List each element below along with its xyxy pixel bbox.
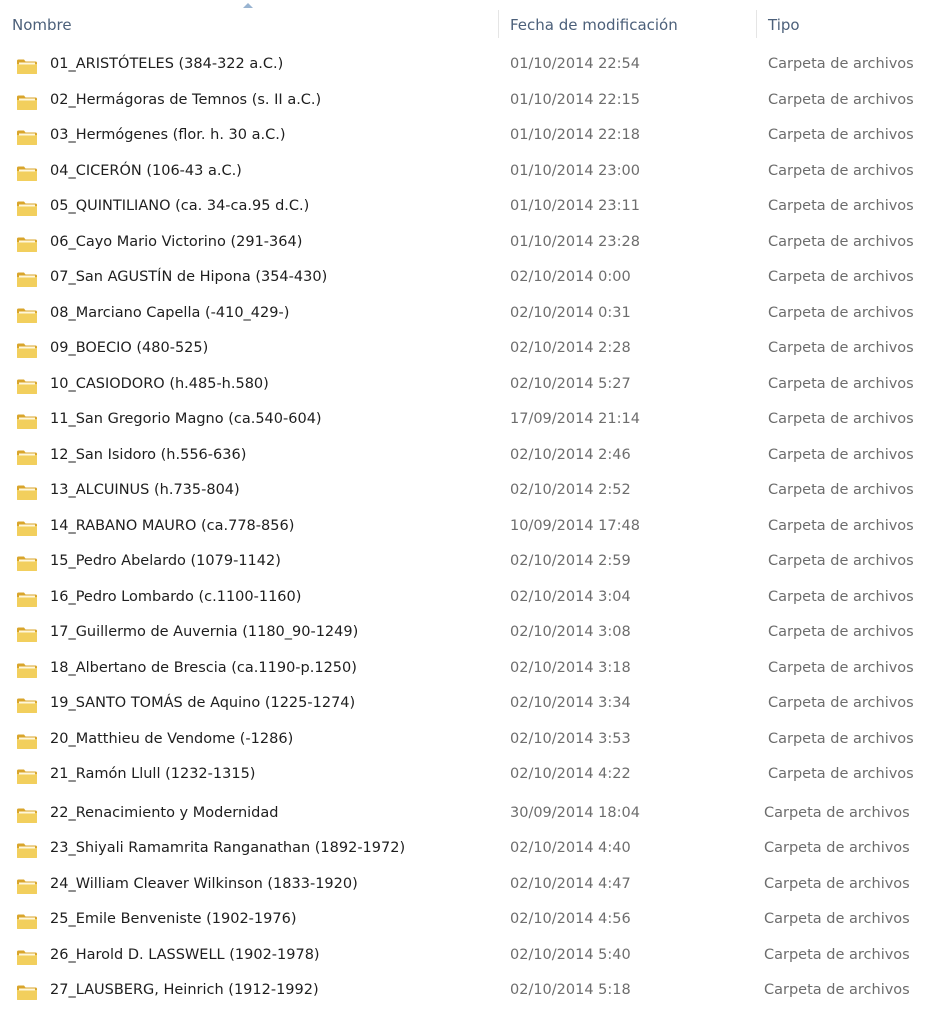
modified-date: 02/10/2014 3:53 [510,730,631,747]
modified-date: 02/10/2014 3:08 [510,624,631,640]
folder-name: 13_ALCUINUS (h.735-804) [50,482,240,498]
folder-row[interactable] [0,616,949,651]
folder-name: 24_William Cleaver Wilkinson (1833-1920) [50,875,358,892]
folder-name: 20_Matthieu de Vendome (-1286) [50,730,294,747]
modified-date: 02/10/2014 2:52 [510,482,631,498]
folder-name: 09_BOECIO (480-525) [50,340,209,356]
folder-row[interactable] [0,190,949,225]
folder-name: 15_Pedro Abelardo (1079-1142) [50,553,281,569]
item-type: Carpeta de archivos [768,340,914,356]
folder-icon [16,94,38,111]
folder-row[interactable] [0,439,949,474]
folder-name: 03_Hermógenes (flor. h. 30 a.C.) [50,127,286,143]
item-type: Carpeta de archivos [768,375,914,392]
folder-icon [16,484,38,501]
folder-name: 08_Marciano Capella (-410_429-) [50,304,290,321]
modified-date: 30/09/2014 18:04 [510,804,640,821]
folder-row[interactable] [0,84,949,119]
item-type: Carpeta de archivos [768,553,914,569]
folder-icon [16,129,38,146]
folder-icon [16,697,38,714]
item-type: Carpeta de archivos [768,91,914,108]
item-type: Carpeta de archivos [768,198,914,214]
modified-date: 02/10/2014 2:59 [510,553,631,569]
folder-row[interactable] [0,868,949,903]
modified-date: 02/10/2014 5:27 [510,375,631,392]
item-type: Carpeta de archivos [768,624,914,640]
folder-row[interactable] [0,581,949,616]
folder-icon [16,200,38,217]
modified-date: 02/10/2014 3:04 [510,588,631,605]
folder-row[interactable] [0,652,949,687]
item-type: Carpeta de archivos [764,875,910,892]
modified-date: 01/10/2014 22:15 [510,91,640,108]
item-type: Carpeta de archivos [768,588,914,605]
folder-icon [16,307,38,324]
folder-icon [16,807,38,824]
folder-icon [16,591,38,608]
folder-row[interactable] [0,119,949,154]
folder-icon [16,271,38,288]
folder-name: 14_RABANO MAURO (ca.778-856) [50,517,295,534]
item-type: Carpeta de archivos [768,269,914,285]
folder-name: 21_Ramón Llull (1232-1315) [50,766,256,782]
modified-date: 02/10/2014 5:18 [510,982,631,998]
item-type: Carpeta de archivos [764,840,910,856]
folder-name: 23_Shiyali Ramamrita Ranganathan (1892-1972) [50,840,406,856]
item-type: Carpeta de archivos [764,911,910,927]
modified-date: 02/10/2014 3:34 [510,695,631,711]
modified-date: 10/09/2014 17:48 [510,517,640,534]
folder-name: 07_San AGUSTÍN de Hipona (354-430) [50,269,328,285]
folder-row[interactable] [0,758,949,793]
item-type: Carpeta de archivos [768,517,914,534]
item-type: Carpeta de archivos [764,946,910,963]
folder-name: 01_ARISTÓTELES (384-322 a.C.) [50,56,284,72]
item-type: Carpeta de archivos [764,804,910,821]
folder-row[interactable] [0,545,949,580]
folder-name: 16_Pedro Lombardo (c.1100-1160) [50,588,302,605]
item-type: Carpeta de archivos [768,766,914,782]
folder-name: 19_SANTO TOMÁS de Aquino (1225-1274) [50,695,356,711]
item-type: Carpeta de archivos [768,304,914,321]
folder-icon [16,949,38,966]
modified-date: 01/10/2014 23:11 [510,198,640,214]
folder-row[interactable] [0,332,949,367]
modified-date: 01/10/2014 23:28 [510,233,640,250]
folder-icon [16,984,38,1001]
column-divider[interactable] [756,10,757,38]
folder-row[interactable] [0,474,949,509]
folder-row[interactable] [0,368,949,403]
folder-row[interactable] [0,510,949,545]
folder-icon [16,842,38,859]
folder-row[interactable] [0,903,949,938]
column-header-name[interactable]: Nombre [12,16,72,34]
folder-icon [16,768,38,785]
folder-icon [16,342,38,359]
folder-row[interactable] [0,226,949,261]
folder-row[interactable] [0,48,949,83]
modified-date: 02/10/2014 2:28 [510,340,631,356]
item-type: Carpeta de archivos [768,659,914,676]
column-header-bar [0,0,949,46]
item-type: Carpeta de archivos [768,56,914,72]
folder-name: 27_LAUSBERG, Heinrich (1912-1992) [50,982,319,998]
folder-name: 22_Renacimiento y Modernidad [50,804,279,821]
folder-row[interactable] [0,403,949,438]
folder-icon [16,662,38,679]
folder-name: 25_Emile Benveniste (1902-1976) [50,911,297,927]
folder-row[interactable] [0,832,949,867]
folder-name: 04_CICERÓN (106-43 a.C.) [50,162,242,179]
item-type: Carpeta de archivos [768,162,914,179]
folder-icon [16,520,38,537]
folder-icon [16,58,38,75]
modified-date: 02/10/2014 2:46 [510,446,631,463]
folder-icon [16,626,38,643]
folder-row[interactable] [0,974,949,1009]
folder-name: 26_Harold D. LASSWELL (1902-1978) [50,946,320,963]
modified-date: 01/10/2014 23:00 [510,162,640,179]
folder-row[interactable] [0,723,949,758]
modified-date: 02/10/2014 4:22 [510,766,631,782]
folder-icon [16,413,38,430]
column-header-date[interactable]: Fecha de modificación [510,16,678,34]
modified-date: 02/10/2014 4:56 [510,911,631,927]
modified-date: 01/10/2014 22:18 [510,127,640,143]
folder-row[interactable] [0,687,949,722]
modified-date: 02/10/2014 5:40 [510,946,631,963]
column-header-type[interactable]: Tipo [768,16,800,34]
folder-row[interactable] [0,939,949,974]
folder-icon [16,733,38,750]
modified-date: 17/09/2014 21:14 [510,411,640,427]
folder-icon [16,878,38,895]
folder-row[interactable] [0,797,949,832]
folder-row[interactable] [0,297,949,332]
folder-icon [16,555,38,572]
folder-name: 12_San Isidoro (h.556-636) [50,446,247,463]
folder-name: 17_Guillermo de Auvernia (1180_90-1249) [50,624,359,640]
item-type: Carpeta de archivos [764,982,910,998]
folder-icon [16,165,38,182]
item-type: Carpeta de archivos [768,482,914,498]
item-type: Carpeta de archivos [768,127,914,143]
item-type: Carpeta de archivos [768,411,914,427]
folder-name: 10_CASIODORO (h.485-h.580) [50,375,269,392]
folder-name: 18_Albertano de Brescia (ca.1190-p.1250) [50,659,357,676]
folder-name: 02_Hermágoras de Temnos (s. II a.C.) [50,91,322,108]
folder-icon [16,378,38,395]
modified-date: 02/10/2014 3:18 [510,659,631,676]
folder-row[interactable] [0,155,949,190]
folder-name: 05_QUINTILIANO (ca. 34-ca.95 d.C.) [50,198,310,214]
sort-ascending-icon [243,3,253,8]
folder-icon [16,913,38,930]
modified-date: 02/10/2014 4:40 [510,840,631,856]
column-divider[interactable] [498,10,499,38]
item-type: Carpeta de archivos [768,233,914,250]
item-type: Carpeta de archivos [768,730,914,747]
modified-date: 02/10/2014 4:47 [510,875,631,892]
modified-date: 02/10/2014 0:00 [510,269,631,285]
item-type: Carpeta de archivos [768,695,914,711]
folder-icon [16,236,38,253]
folder-row[interactable] [0,261,949,296]
item-type: Carpeta de archivos [768,446,914,463]
modified-date: 01/10/2014 22:54 [510,56,640,72]
modified-date: 02/10/2014 0:31 [510,304,631,321]
folder-icon [16,449,38,466]
folder-name: 11_San Gregorio Magno (ca.540-604) [50,411,322,427]
folder-name: 06_Cayo Mario Victorino (291-364) [50,233,303,250]
